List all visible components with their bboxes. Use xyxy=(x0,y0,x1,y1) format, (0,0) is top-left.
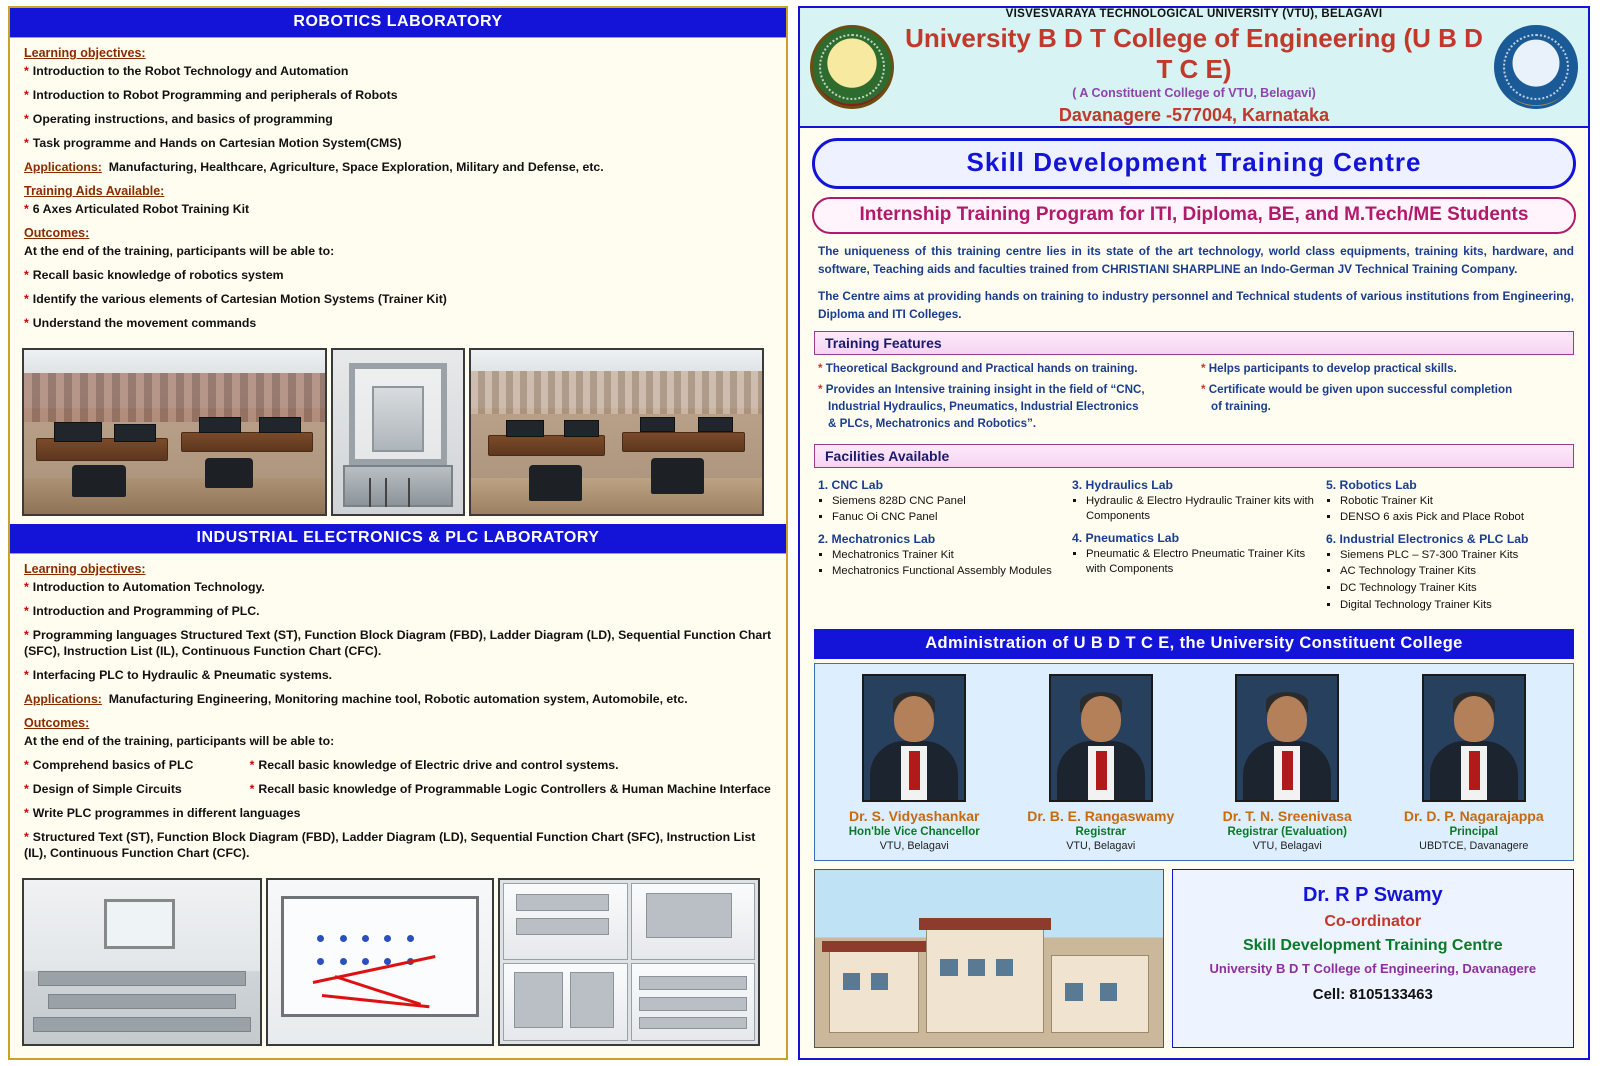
college-place: Davanagere -577004, Karnataka xyxy=(1058,105,1330,125)
feature-item: * Provides an Intensive training insight in the field of “CNC, Industrial Hydraulics, Pneumatics, Industrial Electronics & PLCs, Mechatronics and Robotics”. xyxy=(818,381,1191,433)
facility-items xyxy=(1086,494,1320,525)
constituent-note: ( A Constituent College of VTU, Belagavi) xyxy=(1072,86,1316,100)
robotics-objective-item: * Operating instructions, and basics of programming xyxy=(24,111,333,126)
plc-outcome-item: * Design of Simple Circuits xyxy=(24,781,182,796)
robotics-aid-item: * 6 Axes Articulated Robot Training Kit xyxy=(24,201,250,216)
plc-wiring-board-photo xyxy=(266,878,494,1046)
facility-head: 3. Hydraulics Lab xyxy=(1072,477,1173,492)
coordinator-name: Dr. R P Swamy xyxy=(1302,884,1443,907)
coordinator-cell: Cell: 8105133463 xyxy=(1312,986,1433,1004)
plc-body xyxy=(10,554,786,874)
facility-item: ▪ DENSO 6 axis Pick and Place Robot xyxy=(1340,510,1574,526)
internship-banner xyxy=(812,197,1576,234)
person-card xyxy=(1011,674,1190,852)
feature-item: * Theoretical Background and Practical hands on training. xyxy=(818,362,1138,376)
plc-outcome-item: * Recall basic knowledge of Electric drive and control systems. xyxy=(249,757,619,772)
plc-objective-item: * Programming languages Structured Text (ST), Function Block Diagram (FBD), Ladder Diagram (LD), Sequential Function Chart (SFC), Instruction List (IL), Continuous Function Chart (CFC). xyxy=(24,627,772,658)
facility-item: ▪ Mechatronics Functional Assembly Modules xyxy=(832,564,1066,580)
feature-text: Theoretical Background and Practical hands on training. xyxy=(825,362,1138,376)
robotics-applications-text: Manufacturing, Healthcare, Agriculture, Space Exploration, Military and Defense, etc. xyxy=(108,159,604,174)
plc-objective-item: * Introduction to Automation Technology. xyxy=(24,579,265,594)
university-header xyxy=(800,8,1588,128)
robotics-objective-item: * Introduction to the Robot Technology and Automation xyxy=(24,64,349,78)
administration-banner: Administration of U B D T C E, the University Constituent College xyxy=(814,629,1574,659)
facility-item: ▪ Hydraulic & Electro Hydraulic Trainer kits with Components xyxy=(1086,494,1320,525)
facilities-list xyxy=(818,474,1574,619)
robotics-objective-item: * Introduction to Robot Programming and peripherals of Robots xyxy=(24,87,398,102)
facilities-column-2 xyxy=(1072,474,1320,619)
robotics-section-title: ROBOTICS LABORATORY xyxy=(10,8,786,38)
person-name: Dr. T. N. Sreenivasa xyxy=(1222,808,1352,825)
skill-centre-banner xyxy=(812,138,1576,189)
robotics-outcomes-label: Outcomes: xyxy=(24,225,90,240)
plc-objective-item: * Introduction and Programming of PLC. xyxy=(24,603,260,618)
college-building-photo xyxy=(814,869,1164,1048)
robotics-body xyxy=(10,38,786,344)
plc-objective-text: Introduction to Automation Technology. xyxy=(32,579,265,594)
plc-outcome-text: Structured Text (ST), Function Block Diagram (FBD), Ladder Diagram (LD), Sequential Function Chart (SFC), Instruction List (IL), Continuous Function Chart (CFC). xyxy=(24,829,756,860)
robotics-objective-text: Task programme and Hands on Cartesian Motion System(CMS) xyxy=(32,135,402,150)
robotics-outcome-text: Identify the various elements of Cartesian Motion Systems (Trainer Kit) xyxy=(32,291,447,306)
facility-items xyxy=(832,548,1066,580)
facilities-title: Facilities Available xyxy=(814,444,1574,468)
robotics-outcome-text: Understand the movement commands xyxy=(32,315,257,330)
robotics-outcome-text: Recall basic knowledge of robotics system xyxy=(32,267,284,282)
plc-objective-text: Programming languages Structured Text (ST), Function Block Diagram (FBD), Ladder Diagram (LD), Sequential Function Chart (SFC), Instruction List (IL), Continuous Function Chart (CFC). xyxy=(24,627,772,658)
plc-objectives-label: Learning objectives: xyxy=(24,561,146,576)
training-features-title: Training Features xyxy=(814,331,1574,355)
robotics-applications-label: Applications: xyxy=(24,159,102,174)
robotics-lab-room-photo xyxy=(22,348,327,516)
facility-item: ▪ Digital Technology Trainer Kits xyxy=(1340,598,1574,614)
person-card xyxy=(1198,674,1377,852)
cartesian-motion-system-photo xyxy=(331,348,465,516)
person-name: Dr. D. P. Nagarajappa xyxy=(1403,808,1544,825)
feature-subtext: of training. xyxy=(1211,399,1271,413)
facility-head: 2. Mechatronics Lab xyxy=(818,531,936,546)
facility-item: ▪ DC Technology Trainer Kits xyxy=(1340,581,1574,597)
robotics-photo-row xyxy=(10,344,786,524)
plc-objective-text: Introduction and Programming of PLC. xyxy=(32,603,260,618)
feature-item: * Helps participants to develop practical skills. xyxy=(1201,362,1457,376)
left-panel xyxy=(8,6,788,1060)
robotics-outcome-item: * Understand the movement commands xyxy=(24,315,257,330)
plc-outcome-text: Design of Simple Circuits xyxy=(32,781,182,796)
person-photo xyxy=(1235,674,1339,802)
person-org: VTU, Belagavi xyxy=(1066,840,1136,853)
features-right-column xyxy=(1201,360,1574,436)
vtu-emblem-logo xyxy=(810,25,894,109)
facility-head: 6. Industrial Electronics & PLC Lab xyxy=(1326,531,1529,546)
feature-item: * Certificate would be given upon successful completion of training. xyxy=(1201,381,1574,416)
person-org: VTU, Belagavi xyxy=(879,840,949,853)
person-role: Principal xyxy=(1449,826,1499,839)
plc-applications-line xyxy=(24,692,776,708)
person-role: Registrar xyxy=(1075,826,1126,839)
plc-section-title: INDUSTRIAL ELECTRONICS & PLC LABORATORY xyxy=(10,524,786,554)
electronics-trainer-panels-photo xyxy=(498,878,760,1046)
facility-items xyxy=(1340,494,1574,526)
plc-outcome-text: Recall basic knowledge of Programmable Logic Controllers & Human Machine Interface xyxy=(258,781,771,796)
skill-centre-title: Skill Development Training Centre xyxy=(966,147,1422,177)
person-card xyxy=(1384,674,1563,852)
robotics-aids-label: Training Aids Available: xyxy=(24,183,165,198)
robotics-objectives-label: Learning objectives: xyxy=(24,46,146,60)
plc-outcome-text: Comprehend basics of PLC xyxy=(32,757,194,772)
university-name: VISVESVARAYA TECHNOLOGICAL UNIVERSITY (VTU), BELAGAVI xyxy=(1005,8,1383,20)
intro-paragraph-1: The uniqueness of this training centre lies in its state of the art technology, world class equipments, training kits, hardware, and software, Teaching aids and faculties trained from CHRISTIANI SHARPLINE an Indo-German JV Technical Training Company. xyxy=(818,244,1574,277)
facility-item: ▪ Robotic Trainer Kit xyxy=(1340,494,1574,510)
plc-outcome-text: Recall basic knowledge of Electric drive and control systems. xyxy=(258,757,619,772)
feature-subtext: & PLCs, Mechatronics and Robotics”. xyxy=(828,417,1037,431)
right-panel xyxy=(798,6,1590,1060)
facility-item: ▪ Fanuc Oi CNC Panel xyxy=(832,510,1066,526)
plc-outcomes-label: Outcomes: xyxy=(24,715,90,730)
plc-outcomes-pairs xyxy=(24,758,776,806)
university-titles xyxy=(904,8,1484,126)
facility-head: 4. Pneumatics Lab xyxy=(1072,530,1180,545)
plc-objective-item: * Interfacing PLC to Hydraulic & Pneumatic systems. xyxy=(24,667,333,682)
plc-outcome-item: * Structured Text (ST), Function Block Diagram (FBD), Ladder Diagram (LD), Sequential Function Chart (SFC), Instruction List (IL), Continuous Function Chart (CFC). xyxy=(24,829,756,860)
person-photo xyxy=(1422,674,1526,802)
robotics-applications-line xyxy=(24,160,776,176)
plc-objective-text: Interfacing PLC to Hydraulic & Pneumatic systems. xyxy=(32,667,333,682)
facility-item: ▪ Siemens 828D CNC Panel xyxy=(832,494,1066,510)
intro-paragraph-2: The Centre aims at providing hands on training to industry personnel and Technical students of various institutions from Engineering, Diploma and ITI Colleges. xyxy=(818,288,1574,321)
coordinator-centre: Skill Development Training Centre xyxy=(1242,937,1503,955)
robotics-outcome-item: * Recall basic knowledge of robotics system xyxy=(24,267,284,282)
facility-items xyxy=(1340,548,1574,613)
person-photo xyxy=(862,674,966,802)
facility-item: ▪ AC Technology Trainer Kits xyxy=(1340,564,1574,580)
person-role: Hon'ble Vice Chancellor xyxy=(848,826,980,839)
person-name: Dr. S. Vidyashankar xyxy=(849,808,980,825)
robotics-outcomes-intro: At the end of the training, participants will be able to: xyxy=(24,243,335,258)
college-name: University B D T College of Engineering (U B D T C E) xyxy=(905,23,1483,84)
facility-items xyxy=(1086,547,1320,578)
facility-items xyxy=(832,494,1066,526)
plc-applications-label: Applications: xyxy=(24,691,102,706)
feature-text: Helps participants to develop practical skills. xyxy=(1208,362,1457,376)
plc-outcome-text: Write PLC programmes in different languages xyxy=(32,805,301,820)
plc-photo-row xyxy=(10,874,786,1054)
facilities-column-3 xyxy=(1326,474,1574,619)
features-left-column xyxy=(818,360,1191,436)
person-org: VTU, Belagavi xyxy=(1252,840,1322,853)
robotics-objective-item: * Task programme and Hands on Cartesian Motion System(CMS) xyxy=(24,135,402,150)
plc-outcome-item: * Recall basic knowledge of Programmable Logic Controllers & Human Machine Interface xyxy=(249,781,771,796)
facility-head: 1. CNC Lab xyxy=(818,477,884,492)
feature-text: Provides an Intensive training insight in the field of “CNC, xyxy=(825,382,1145,396)
computer-lab-photo xyxy=(469,348,764,516)
plc-classroom-photo xyxy=(22,878,262,1046)
ubdtce-emblem-logo xyxy=(1494,25,1578,109)
coordinator-college: University B D T College of Engineering, Davanagere xyxy=(1209,961,1537,977)
coordinator-box xyxy=(1172,869,1574,1048)
robotics-objective-text: Introduction to the Robot Technology and Automation xyxy=(32,64,349,78)
facility-item: ▪ Pneumatic & Electro Pneumatic Trainer Kits with Components xyxy=(1086,547,1320,578)
person-photo xyxy=(1049,674,1153,802)
bottom-row xyxy=(814,869,1574,1048)
plc-outcome-item: * Write PLC programmes in different languages xyxy=(24,805,301,820)
facilities-column-1 xyxy=(818,474,1066,619)
robotics-objective-text: Operating instructions, and basics of programming xyxy=(32,111,333,126)
internship-title: Internship Training Program for ITI, Diploma, BE, and M.Tech/ME Students xyxy=(859,204,1529,225)
training-features xyxy=(818,360,1574,436)
coordinator-role: Co-ordinator xyxy=(1324,913,1422,931)
person-card xyxy=(825,674,1004,852)
plc-outcomes-intro: At the end of the training, participants will be able to: xyxy=(24,733,335,748)
person-org: UBDTCE, Davanagere xyxy=(1419,840,1529,853)
facility-head: 5. Robotics Lab xyxy=(1326,477,1417,492)
facility-item: ▪ Siemens PLC – S7-300 Trainer Kits xyxy=(1340,548,1574,564)
person-name: Dr. B. E. Rangaswamy xyxy=(1027,808,1175,825)
robotics-outcome-item: * Identify the various elements of Cartesian Motion Systems (Trainer Kit) xyxy=(24,291,447,306)
person-role: Registrar (Evaluation) xyxy=(1227,826,1347,839)
plc-applications-text: Manufacturing Engineering, Monitoring machine tool, Robotic automation system, Automobile, etc. xyxy=(108,691,688,706)
plc-outcome-item: * Comprehend basics of PLC xyxy=(24,757,194,772)
feature-text: Certificate would be given upon successful completion xyxy=(1208,382,1513,396)
feature-subtext: Industrial Hydraulics, Pneumatics, Industrial Electronics xyxy=(828,399,1139,413)
robotics-objective-text: Introduction to Robot Programming and peripherals of Robots xyxy=(32,87,398,102)
robotics-aid-text: 6 Axes Articulated Robot Training Kit xyxy=(32,201,250,216)
administration-people xyxy=(814,663,1574,861)
facility-item: ▪ Mechatronics Trainer Kit xyxy=(832,548,1066,564)
